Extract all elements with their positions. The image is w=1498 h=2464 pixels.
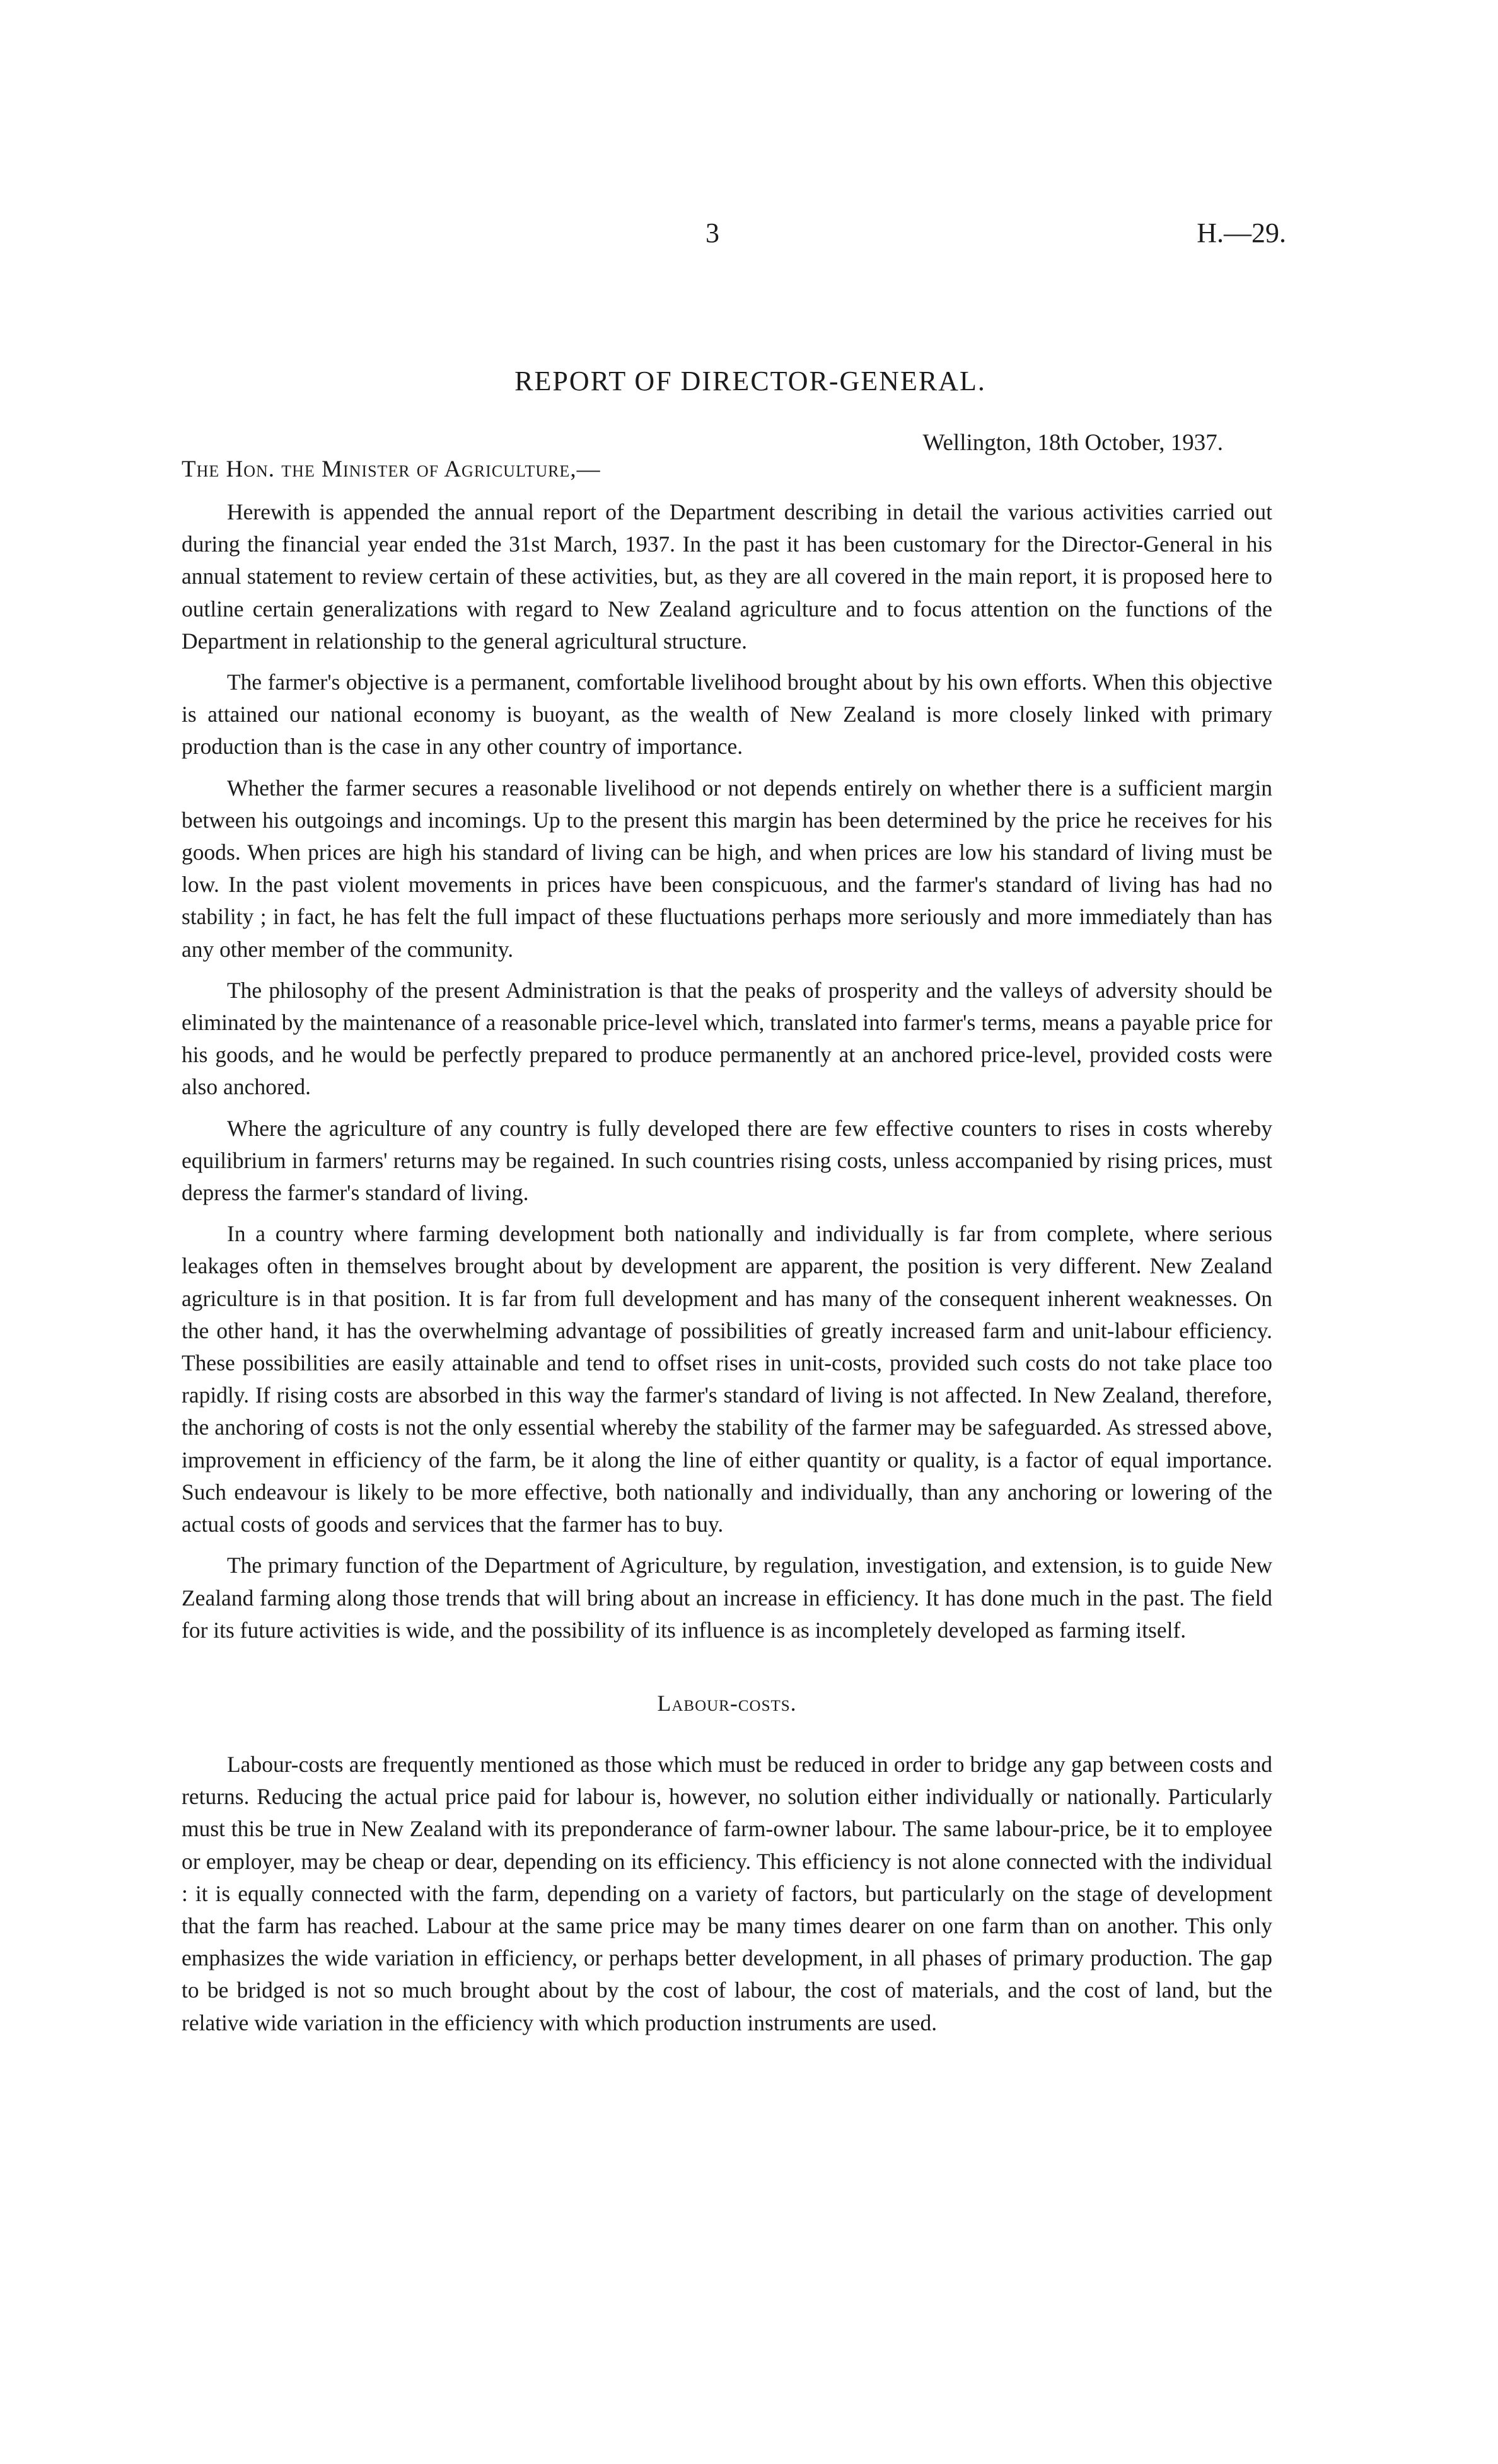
report-body <box>182 496 1272 2039</box>
paragraph-department-function: The primary function of the Department of Agriculture, by regulation, investigation, and extension, is to guide New Zealand farming along those trends that will bring about an increase in efficiency. It has done much in the past. The field for its future activities is wide, and the possibility of its influence is as incompletely developed as farming itself. <box>182 1553 1272 1643</box>
paragraph-livelihood-margin: Whether the farmer secures a reasonable livelihood or not depends entirely on whether there is a sufficient margin between his outgoings and incomings. Up to the present this margin has been determined by the price he receives for his goods. When prices are high his standard of living can be high, and when prices are low his standard of living must be low. In the past violent movements in prices have been conspicuous, and the farmer's standard of living has had no stability ; in fact, he has felt the full impact of these fluctuations perhaps more seriously and more immediately than has any other member of the community. <box>182 775 1272 962</box>
paragraph-administration-philosophy: The philosophy of the present Administration is that the peaks of prosperity and the valleys of adversity should be eliminated by the maintenance of a reasonable price-level which, translated into farmer's terms, means a payable price for his goods, and he would be perfectly prepared to produce permanently at an anchored price-level, provided costs were also anchored. <box>182 977 1272 1100</box>
paragraph-labour-costs: Labour-costs are frequently mentioned as those which must be reduced in order to bridge any gap between costs and returns. Reducing the actual price paid for labour is, however, no solution either individually or nationally. Particularly must this be true in New Zealand with its preponderance of farm-owner labour. The same labour-price, be it to employee or employer, may be cheap or dear, depending on its efficiency. This efficiency is not alone connected with the individual : it is equally connected with the farm, depending on a variety of factors, but particularly on the stage of development that the farm has reached. Labour at the same price may be many times dearer on one farm than on another. This only emphasizes the wide variation in efficiency, or perhaps better development, in all phases of primary production. The gap to be bridged is not so much brought about by the cost of labour, the cost of materials, and the cost of land, but the relative wide variation in the efficiency with which production instruments are used. <box>182 1751 1272 2035</box>
report-title: REPORT OF DIRECTOR-GENERAL. <box>514 366 986 396</box>
paragraph-appended-report: Herewith is appended the annual report of the Department describing in detail the various activities carried out during the financial year ended the 31st March, 1937. In the past it has been customary for the Director-General in his annual statement to review certain of these activities, but, as they are all covered in the main report, it is proposed here to outline certain generalizations with regard to New Zealand agriculture and to focus attention on the functions of the Department in relationship to the general agricultural structure. <box>182 499 1272 654</box>
paragraph-new-zealand-position: In a country where farming development both nationally and individually is far from complete, where serious leakages often in themselves brought about by development are apparent, the position is very different. New Zealand agriculture is in that position. It is far from full development and has many of the consequent inherent weaknesses. On the other hand, it has the overwhelming advantage of possibilities of greatly increased farm and unit-labour efficiency. These possibilities are easily attainable and tend to offset rises in unit-costs, provided such costs do not take place too rapidly. If rising costs are absorbed in this way the farmer's standard of living is not affected. In New Zealand, therefore, the anchoring of costs is not the only essential whereby the stability of the farmer may be safeguarded. As stressed above, improvement in efficiency of the farm, be it along the line of either quantity or quality, is a factor of equal importance. Such endeavour is likely to be more effective, both nationally and individually, than any anchoring or lowering of the actual costs of goods and services that the farmer has to buy. <box>182 1221 1272 1537</box>
section-heading-labour-costs: Labour-costs. <box>657 1690 797 1716</box>
paragraph-farmer-objective: The farmer's objective is a permanent, comfortable livelihood brought about by his own efforts. When this objective is attained our national economy is buoyant, as the wealth of New Zealand is more closely linked with primary production than is the case in any other country of importance. <box>182 669 1272 760</box>
page-number: 3 <box>705 217 719 248</box>
salutation: The Hon. the Minister of Agriculture,— <box>182 456 601 482</box>
parliamentary-paper-reference: H.—29. <box>1197 217 1286 248</box>
dateline: Wellington, 18th October, 1937. <box>922 430 1223 456</box>
paragraph-developed-agriculture: Where the agriculture of any country is fully developed there are few effective counters to rises in costs whereby equilibrium in farmers' returns may be regained. In such countries rising costs, unless accompanied by rising prices, must depress the farmer's standard of living. <box>182 1115 1272 1206</box>
